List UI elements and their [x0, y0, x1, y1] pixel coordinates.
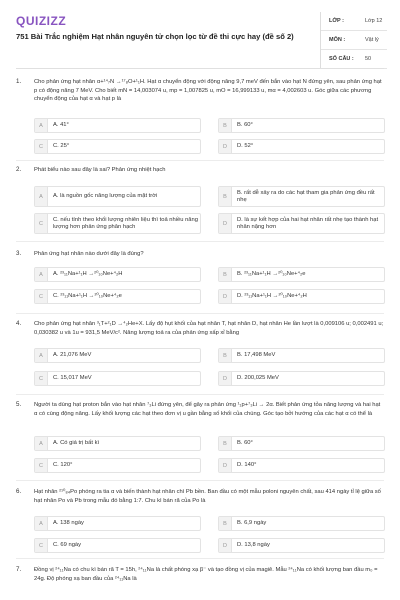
option-text: D. là sự kết hợp của hai hạt nhân rất nhẹ tạo thành hạt nhân nặng hơn	[237, 216, 379, 230]
question-divider	[16, 480, 384, 481]
option-d[interactable]	[218, 371, 385, 386]
option-letter: B	[219, 349, 232, 362]
question-text: Người ta dùng hạt proton bắn vào hạt nhân ⁷₃Li đứng yên, để gây ra phản ứng ¹₁p+⁷₃Li → 2α. Biết phản ứng tỏa năng lượng và hai hạt α có cùng động năng. Lấy khối lượng các hạt theo đơn vị u gần bằng số khối của chúng. Góc tạo bởi hướng của các hạt α có thể là	[34, 402, 381, 417]
option-text: A. 138 ngày	[53, 520, 84, 526]
option-d[interactable]	[218, 213, 385, 234]
option-text: B. 17,498 MeV	[237, 352, 276, 358]
question-text: Cho phản ứng hạt nhân ³₁T+²₁D →⁴₂He+X. Lấy độ hụt khối của hạt nhân T, hạt nhân D, hạt nhân He lần lượt là 0,009106 u; 0,002491 u; 0,030382 u và 1u = 931,5 MeV/c². Năng lượng toả ra của phản ứng xấp xỉ bằng	[34, 321, 384, 336]
option-text: C. 120°	[53, 462, 73, 468]
question-number: 7.	[16, 566, 22, 573]
option-text: A. Có giá trị bất kì	[53, 440, 100, 446]
option-letter: D	[219, 539, 232, 552]
header	[0, 0, 400, 62]
info-label: LỚP :	[329, 18, 344, 24]
question-divider	[16, 160, 384, 161]
option-letter: C	[35, 140, 48, 153]
option-text: A. ²³₁₁Na+¹₁H →²⁰₁₀Ne+⁴₂H	[53, 271, 123, 277]
info-value: Lớp 12	[365, 18, 383, 24]
option-b[interactable]	[218, 348, 385, 363]
option-letter: D	[219, 459, 232, 472]
question-text: Phản ứng hạt nhân nào dưới đây là đúng?	[34, 251, 144, 257]
option-b[interactable]	[218, 267, 385, 282]
option-c[interactable]	[34, 139, 201, 154]
info-label: MÔN :	[329, 37, 346, 43]
option-c[interactable]	[34, 289, 201, 304]
question-number: 1.	[16, 78, 22, 85]
option-letter: B	[219, 187, 232, 206]
option-c[interactable]	[34, 458, 201, 473]
option-letter: A	[35, 437, 48, 450]
option-text: B. ²³₁₁Na+¹₁H →²⁰₁₀Ne+⁴₂e	[237, 271, 306, 277]
option-text: D. 52°	[237, 143, 254, 149]
option-letter: A	[35, 187, 48, 206]
option-a[interactable]	[34, 267, 201, 282]
question-number: 4.	[16, 320, 22, 327]
option-letter: A	[35, 349, 48, 362]
info-label: SỐ CÂU :	[329, 56, 354, 62]
question-number: 3.	[16, 250, 22, 257]
info-row-subject	[321, 31, 387, 50]
option-letter: D	[219, 140, 232, 153]
option-letter: D	[219, 214, 232, 233]
option-letter: D	[219, 372, 232, 385]
option-text: B. rất dễ xảy ra do các hạt tham gia phản ứng đều rất nhẹ	[237, 189, 375, 203]
info-row-count	[321, 50, 387, 69]
option-text: D. 140°	[237, 462, 257, 468]
question-text: Hạt nhân ²¹⁰₈₄Po phóng ra tia α và biến thành hạt nhân chì Pb bền. Ban đầu có một mẫu poloni nguyên chất, sau 414 ngày tỉ lệ giữa số hạt nhân Po và Pb trong mẫu đó bằng 1:7. Chu kì bán rã của Po là	[34, 489, 381, 504]
option-text: D. ²³₁₁Na+¹₁H →²⁰₁₀Ne+⁴₂H	[237, 293, 307, 299]
option-text: C. 15,017 MeV	[53, 375, 92, 381]
option-text: A. 41°	[53, 122, 69, 128]
option-text: A. là nguồn gốc năng lượng của mặt trời	[53, 193, 158, 199]
option-a[interactable]	[34, 186, 201, 207]
option-text: C. 69 ngày	[53, 542, 82, 548]
option-letter: C	[35, 539, 48, 552]
question-number: 5.	[16, 401, 22, 408]
option-letter: C	[35, 459, 48, 472]
option-text: B. 6,9 ngày	[237, 520, 267, 526]
option-letter: A	[35, 119, 48, 132]
option-text: C. 25°	[53, 143, 70, 149]
option-b[interactable]	[218, 516, 385, 531]
option-c[interactable]	[34, 371, 201, 386]
info-value: 50	[365, 56, 372, 62]
info-box	[320, 12, 387, 69]
option-text: C. ²³₁₁Na+¹₁H →²⁰₁₀Ne+⁴₂e	[53, 293, 122, 299]
question-divider	[16, 558, 384, 559]
option-letter: C	[35, 290, 48, 303]
option-d[interactable]	[218, 458, 385, 473]
option-text: A. 21,076 MeV	[53, 352, 92, 358]
question-number: 2.	[16, 166, 22, 173]
option-c[interactable]	[34, 213, 201, 234]
option-d[interactable]	[218, 538, 385, 553]
quizizz-logo: QUIZIZZ	[16, 14, 67, 28]
option-letter: B	[219, 517, 232, 530]
option-text: C. nếu tính theo khối lượng nhiên liệu thì toả nhiều năng lượng hơn phản ứng phân hạch	[53, 216, 198, 230]
option-a[interactable]	[34, 348, 201, 363]
option-letter: B	[219, 119, 232, 132]
question-number: 6.	[16, 488, 22, 495]
option-c[interactable]	[34, 538, 201, 553]
option-letter: B	[219, 437, 232, 450]
question-divider	[16, 313, 384, 314]
option-a[interactable]	[34, 118, 201, 133]
info-row-class	[321, 12, 387, 31]
info-value: Vật lý	[365, 37, 379, 43]
option-letter: C	[35, 214, 48, 233]
option-letter: A	[35, 268, 48, 281]
option-letter: C	[35, 372, 48, 385]
question-text: Phát biểu nào sau đây là sai? Phản ứng nhiệt hạch	[34, 167, 166, 173]
option-text: B. 60°	[237, 122, 253, 128]
option-a[interactable]	[34, 516, 201, 531]
question-text: Cho phản ứng hạt nhân α+¹⁴₇N →¹⁷₈O+¹₁H. Hạt α chuyển động với động năng 9,7 meV đến bắn vào hạt N đứng yên, sau phản ứng hạt p có động năng 7 MeV. Cho biết mN = 14,003074 u, mp = 1,007825 u, mO = 16,999133 u, mα = 4,002603 u. Góc giữa các phương chuyển động của hạt α và hạt p là	[34, 79, 382, 102]
question-divider	[16, 394, 384, 395]
question-divider	[16, 241, 384, 242]
option-d[interactable]	[218, 289, 385, 304]
option-text: D. 13,8 ngày	[237, 542, 270, 548]
header-divider	[16, 68, 384, 69]
option-letter: D	[219, 290, 232, 303]
option-text: D. 200,025 MeV	[237, 375, 279, 381]
option-b[interactable]	[218, 436, 385, 451]
option-d[interactable]	[218, 139, 385, 154]
option-b[interactable]	[218, 118, 385, 133]
option-a[interactable]	[34, 436, 201, 451]
option-letter: B	[219, 268, 232, 281]
option-letter: A	[35, 517, 48, 530]
question-text: Đồng vị ²⁴₁₁Na có chu kì bán rã T = 15h, ²⁴₁₁Na là chất phóng xạ β⁻ và tạo đồng vị của magiê. Mẫu ²⁴₁₁Na có khối lượng ban đầu m₀ = 24g. Độ phóng xạ ban đầu của ²⁴₁₁Na là	[34, 567, 378, 582]
option-text: B. 60°	[237, 440, 253, 446]
page-title: 751 Bài Trắc nghiệm Hạt nhân nguyên tử chọn lọc từ đề thi cực hay (đề số 2)	[16, 32, 294, 41]
option-b[interactable]	[218, 186, 385, 207]
